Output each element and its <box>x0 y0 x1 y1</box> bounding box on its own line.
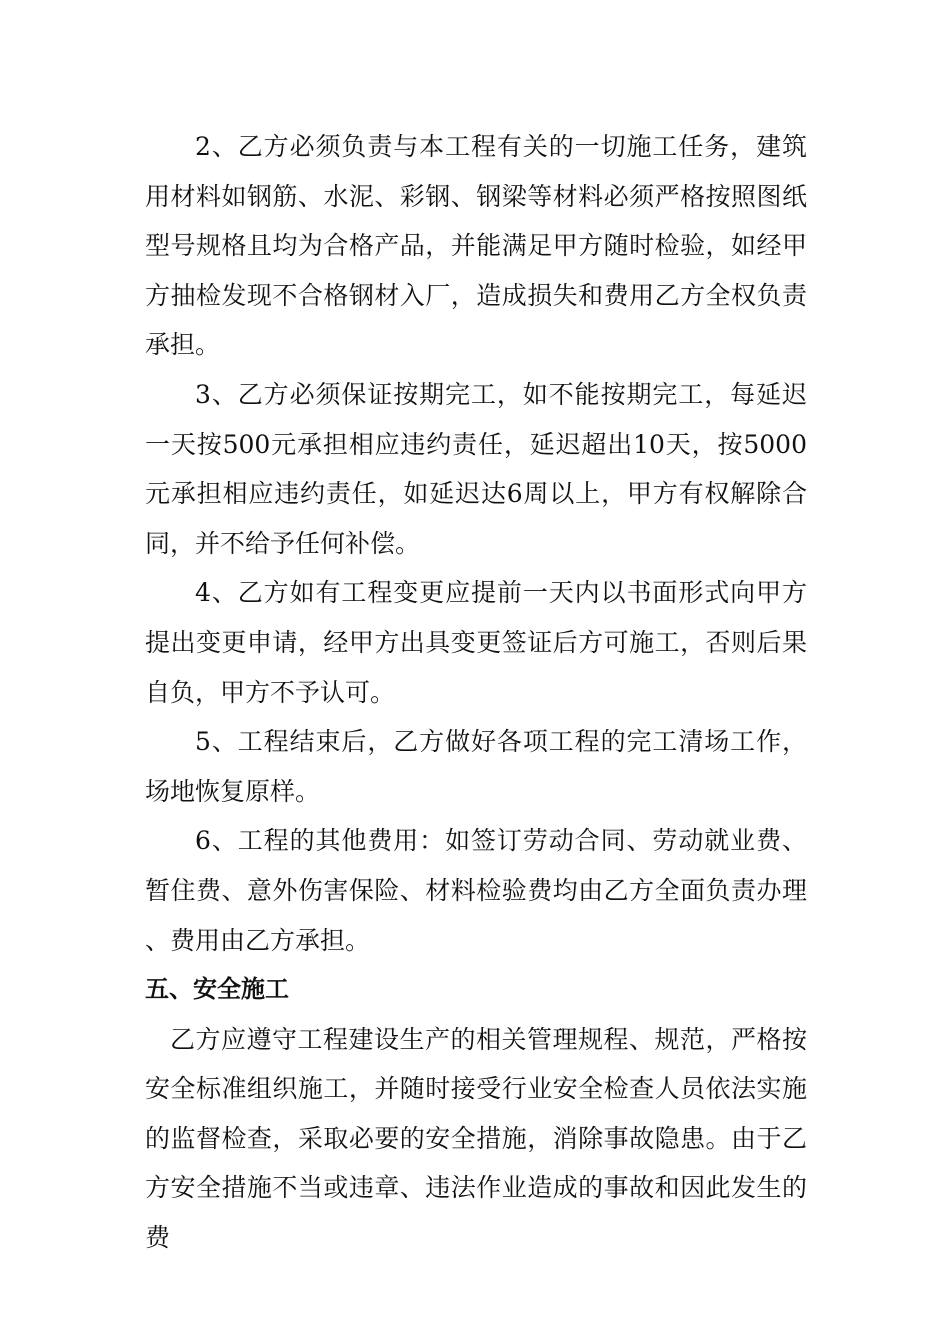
clause-2-paragraph: 2、乙方必须负责与本工程有关的一切施工任务，建筑用材料如钢筋、水泥、彩钢、钢梁等材料必须严格按照图纸型号规格且均为合格产品，并能满足甲方随时检验，如经甲方抽检发现不合格钢材入厂，造成损失和费用乙方全权负责承担。 <box>145 132 807 360</box>
clause-4-paragraph: 4、乙方如有工程变更应提前一天内以书面形式向甲方提出变更申请，经甲方出具变更签证后方可施工，否则后果自负，甲方不予认可。 <box>145 578 807 707</box>
document-body <box>145 122 807 1263</box>
clause-5-paragraph: 5、工程结束后，乙方做好各项工程的完工清场工作，场地恢复原样。 <box>145 727 807 806</box>
clause-3-paragraph: 3、乙方必须保证按期完工，如不能按期完工，每延迟一天按500元承担相应违约责任，延迟超出10天，按5000元承担相应违约责任，如延迟达6周以上，甲方有权解除合同，并不给予任何补偿。 <box>145 379 807 558</box>
clause-6-paragraph: 6、工程的其他费用：如签订劳动合同、劳动就业费、暂住费、意外伤害保险、材料检验费均由乙方全面负责办理、费用由乙方承担。 <box>145 826 807 955</box>
section-heading-safety: 五、安全施工 <box>145 975 289 1004</box>
safety-section-paragraph: 乙方应遵守工程建设生产的相关管理规程、规范，严格按安全标准组织施工，并随时接受行业安全检查人员依法实施的监督检查，采取必要的安全措施，消除事故隐患。由于乙方安全措施不当或违章、违法作业造成的事故和因此发生的费 <box>145 1024 807 1253</box>
